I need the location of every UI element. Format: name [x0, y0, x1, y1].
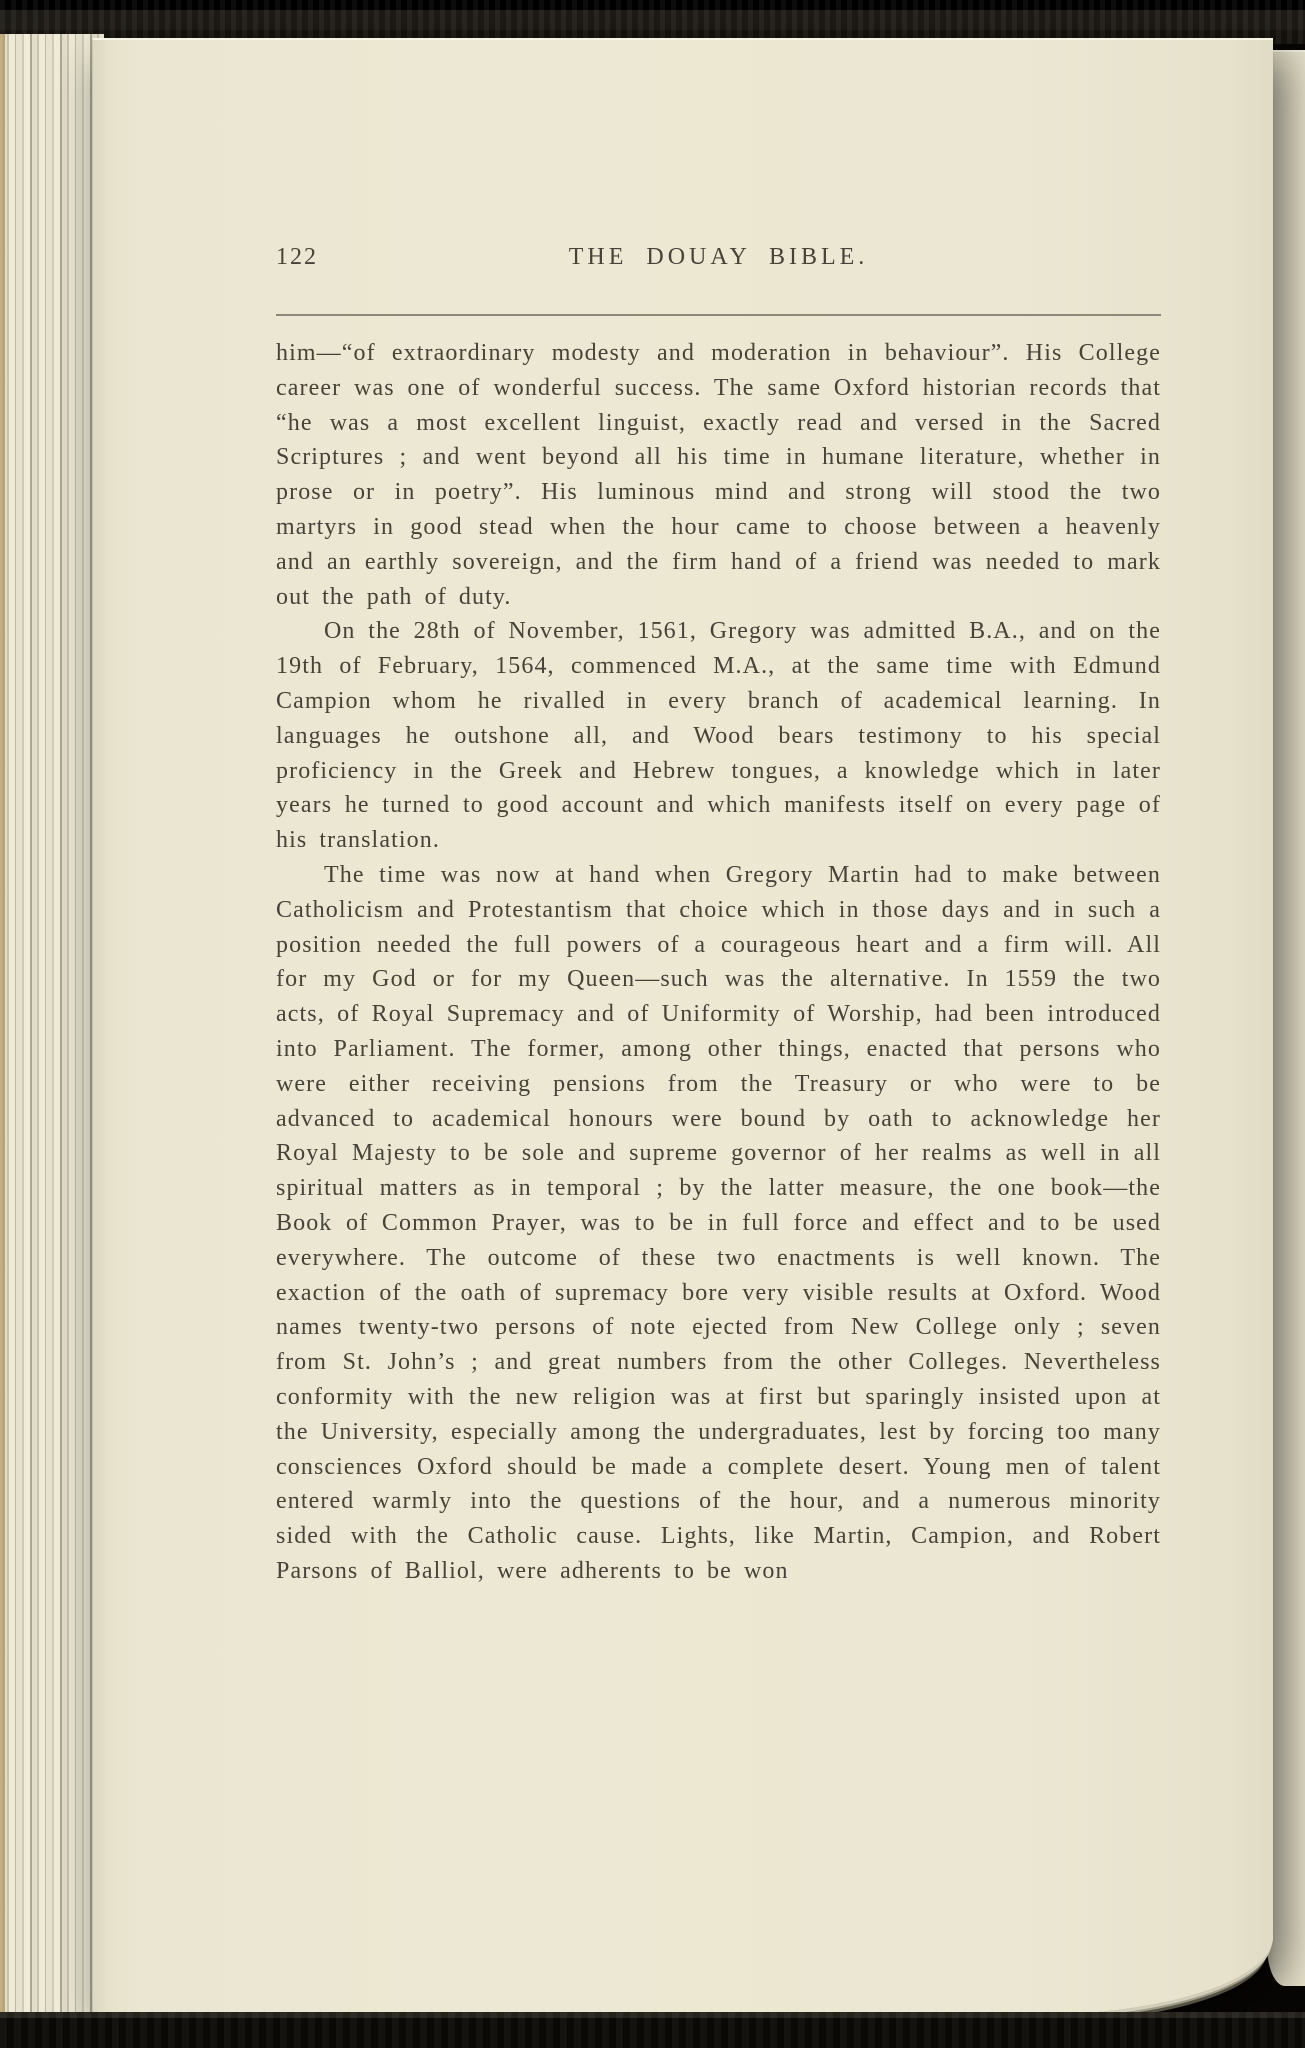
- page-content: [276, 40, 1161, 1589]
- body-text: [276, 336, 1161, 1589]
- page-header: [276, 244, 1161, 274]
- paragraph-3: The time was now at hand when Gregory Martin had to make between Catholicism and Protestantism that choice which in those days and in such a position needed the full powers of a courageous heart and a firm will. All for my God or for my Queen—such was the alternative. In 1559 the two acts, of Royal Supremacy and of Uniformity of Worship, had been introduced into Parliament. The former, among other things, enacted that persons who were either receiving pensions from the Treasury or who were to be advanced to academical honours were bound by oath to acknowledge her Royal Majesty to be sole and supreme governor of her realms as well in all spiritual matters as in temporal ; by the latter measure, the one book—the Book of Common Prayer, was to be in full force and effect and to be used everywhere. The outcome of these two enactments is well known. The exaction of the oath of supremacy bore very visible results at Oxford. Wood names twenty-two persons of note ejected from New College only ; seven from St. John’s ; and great numbers from the other Colleges. Nevertheless conformity with the new religion was at first but sparingly insisted upon at the University, especially among the undergraduates, lest by forcing too many consciences Oxford should be made a complete desert. Young men of talent entered warmly into the questions of the hour, and a numerous minority sided with the Catholic cause. Lights, like Martin, Campion, and Robert Parsons of Balliol, were adherents to be won: [276, 861, 1161, 1584]
- paragraph-1: him—“of extraordinary modesty and moderation in behaviour”. His College career was one of wonderful success. The same Oxford historian records that “he was a most excellent linguist, exactly read and versed in the Sacred Scriptures ; and went beyond all his time in humane literature, whether in prose or in poetry”. His luminous mind and strong will stood the two martyrs in good stead when the hour came to choose between a heavenly and an earthly sovereign, and the firm hand of a friend was needed to mark out the path of duty.: [276, 340, 1161, 610]
- paragraph-2: On the 28th of November, 1561, Gregory was admitted B.A., and on the 19th of February, 1564, commenced M.A., at the same time with Edmund Campion whom he rivalled in every branch of academical learning. In languages he outshone all, and Wood bears testimony to his special proficiency in the Greek and Hebrew tongues, a knowledge which in later years he turned to good account and which manifests itself on every page of his translation.: [276, 618, 1161, 854]
- book-cover-edge-bottom: [0, 2012, 1305, 2048]
- book-page: [92, 38, 1273, 2015]
- left-page-edges-stack: [0, 34, 104, 2022]
- header-rule: [276, 314, 1161, 316]
- page-number: 122: [276, 244, 318, 270]
- running-head-title: THE DOUAY BIBLE.: [568, 244, 869, 270]
